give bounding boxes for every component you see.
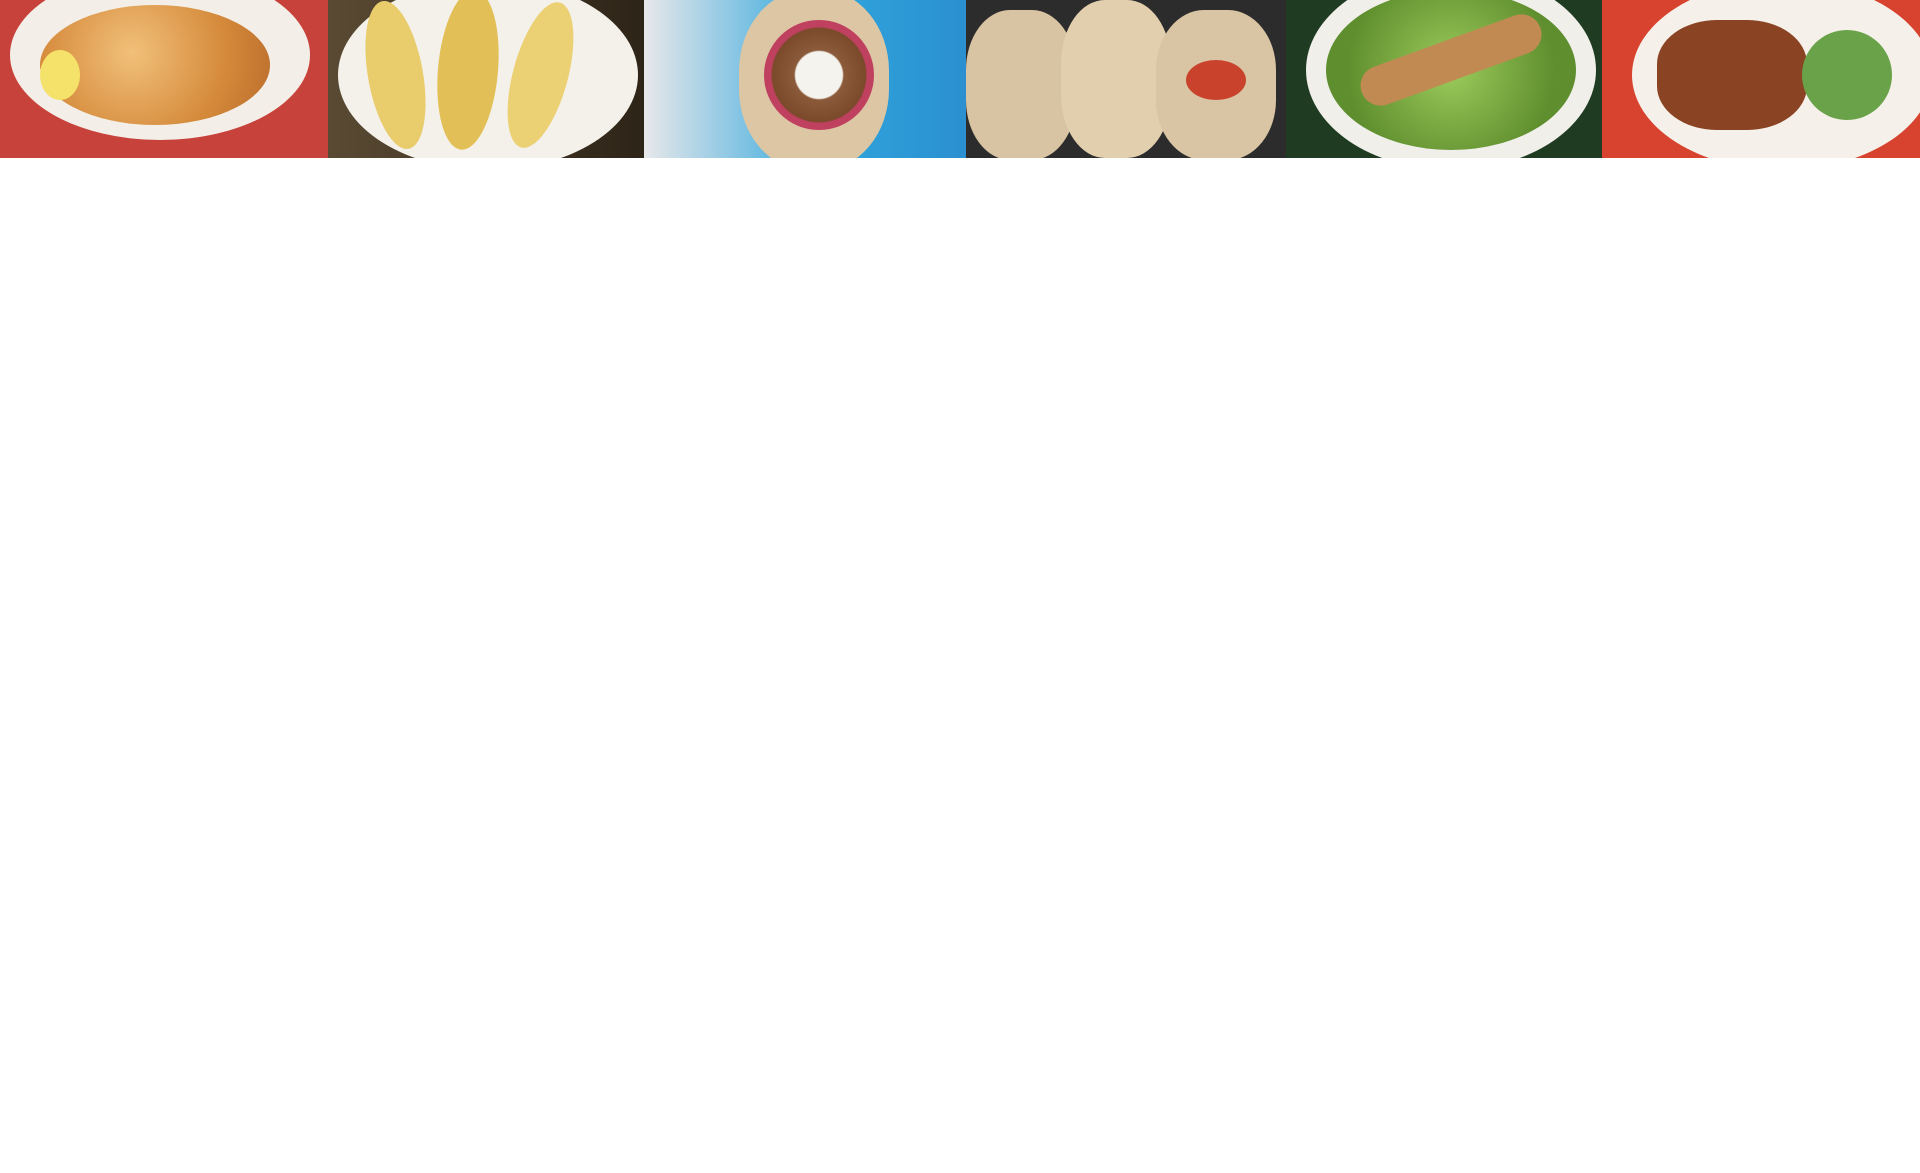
platter-photo [1602, 0, 1920, 158]
pita-sandwiches-photo [966, 0, 1286, 158]
fried-calamari-photo [0, 0, 328, 158]
gyro-pita-photo [644, 0, 966, 158]
lemon-potatoes-photo [328, 0, 644, 158]
photo-strip [0, 0, 1920, 158]
salad-photo [1286, 0, 1602, 158]
